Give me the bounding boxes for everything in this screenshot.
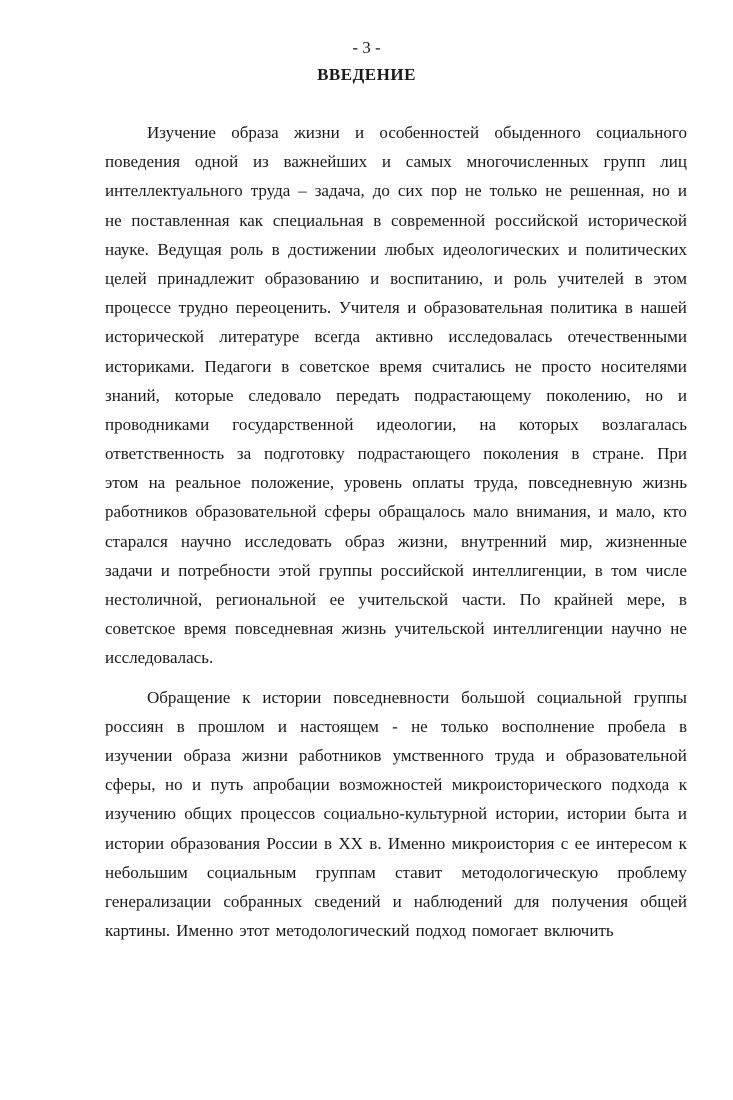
text-line: россиян в прошлом и настоящем - не только восполнение пробела в <box>105 716 687 736</box>
text-line: исторической литературе всегда активно исследовалась отечественными <box>105 327 687 347</box>
text-line: изучении образа жизни работников умственного труда и образовательной <box>105 745 687 765</box>
text-line: историками. Педагоги в советское время считались не просто носителями <box>105 356 687 376</box>
text-line: исследовалась. <box>105 648 214 668</box>
text-line: интеллектуального труда – задача, до сих пор не только не решенная, но и <box>105 181 687 201</box>
text-line: науке. Ведущая роль в достижении любых идеологических и политических <box>105 239 687 259</box>
text-line: небольшим социальным группам ставит методологическую проблему <box>105 862 687 882</box>
text-line: изучению общих процессов социально-культурной истории, истории быта и <box>105 804 687 824</box>
paragraph-intro <box>105 118 687 673</box>
text-line: генерализации собранных сведений и наблюдений для получения общей <box>105 891 687 911</box>
text-line: целей принадлежит образованию и воспитанию, и роль учителей в этом <box>105 268 687 288</box>
text-line: ответственность за подготовку подрастающего поколения в стране. При <box>105 444 687 464</box>
text-line: сферы, но и путь апробации возможностей микроисторического подхода к <box>105 775 687 795</box>
text-line: процессе трудно переоценить. Учителя и образовательная политика в нашей <box>105 298 687 318</box>
text-line: Изучение образа жизни и особенностей обыденного социального <box>147 123 687 142</box>
text-line: работников образовательной сферы обращалось мало внимания, и мало, кто <box>105 502 687 522</box>
text-line: не поставленная как специальная в современной российской исторической <box>105 210 687 230</box>
text-line: нестоличной, региональной ее учительской части. По крайней мере, в <box>105 590 687 609</box>
text-line: советское время повседневная жизнь учительской интеллигенции научно не <box>105 619 687 639</box>
text-line: старался научно исследовать образ жизни, внутренний мир, жизненные <box>105 531 687 551</box>
body-text <box>105 118 687 945</box>
paragraph-gap <box>105 673 687 683</box>
page-number: - 3 - <box>352 38 381 57</box>
text-line: проводниками государственной идеологии, на которых возлагалась <box>105 414 687 434</box>
text-line: поведения одной из важнейших и самых многочисленных групп лиц <box>105 152 687 172</box>
text-line: этом на реальное положение, уровень оплаты труда, повседневную жизнь <box>105 473 687 493</box>
text-line: Обращение к истории повседневности большой социальной группы <box>147 687 687 707</box>
paragraph-history <box>105 683 687 946</box>
text-line: знаний, которые следовало передать подрастающему поколению, но и <box>105 385 687 405</box>
text-line: истории образования России в XX в. Именно микроистория с ее интересом к <box>105 833 687 853</box>
text-line: задачи и потребности этой группы российской интеллигенции, в том числе <box>105 560 687 580</box>
text-line: картины. Именно этот методологический подход помогает включить <box>105 921 614 941</box>
page-title: ВВЕДЕНИЕ <box>317 65 416 84</box>
